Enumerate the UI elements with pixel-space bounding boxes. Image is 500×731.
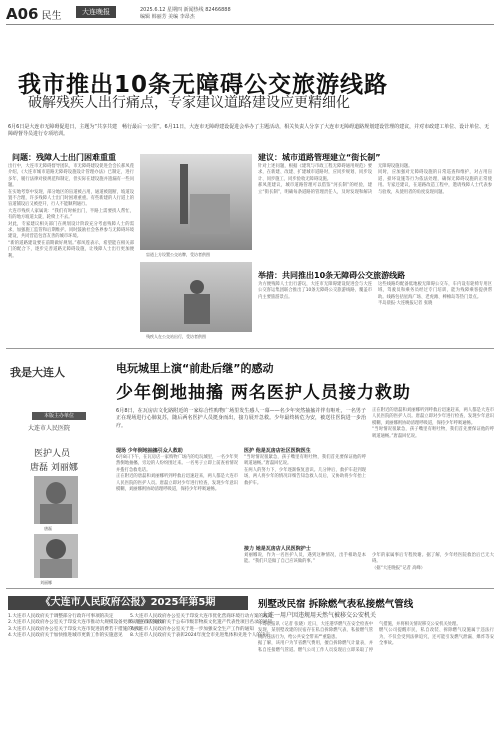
newspaper-logo: 大连晚报 <box>76 6 116 18</box>
paragraph: 为方便残障人士出行游玩，大连市无障碍建设促进会与大连公交客运集团联合推出了10条无障碍公交旅游线路，覆盖市内主要旅游景点。 <box>258 282 372 300</box>
list-item: 5.大连市人民政府办公室关于印发大连市优化营商环境行动方案的通知 <box>130 614 273 619</box>
paragraph: 郝凤莲建议，城市道路管理可以借鉴“河长制”的经验，建立“街长制”，明确每条道路的管理责任人，及时发现和解决无障碍设施问题。 <box>258 164 413 195</box>
section-divider <box>6 348 494 349</box>
paragraph: 少年的家属事后专程致谢。据了解，少年经医院救治后已无大碍。 <box>372 553 494 565</box>
paragraph: 6月8日下午，在瓦房店一家购物广场内的电玩城里，一名少年突然倒地抽搐，旁边的人纷纷围过来。一名男子立即上前查看情况并拨打急救电话。 <box>116 455 238 473</box>
bottom-story-title: 别墅改民宿 拆除燃气表私接燃气管线 <box>258 599 414 610</box>
paragraph: 出行中，大连市无障碍督导团队，市无障碍建设促进会会长郝凤莲介绍，《大连市城市道路无障碍设施设计管理办法》已制定，进行多年，履行法律对接规范和制定，但实际在建设施并遗漏有一些问题。 <box>8 164 134 189</box>
org-name: 大连市人民医院 <box>28 425 71 432</box>
right-column-text-2 <box>258 282 492 344</box>
right-column-text-1 <box>258 164 492 268</box>
person-names: 唐磊 刘丽娜 <box>30 463 78 473</box>
feature-title: 少年倒地抽搐 两名医护人员接力救助 <box>116 383 411 403</box>
column-logo: 我是大连人 <box>10 366 65 379</box>
photo-caption: 盲道上方设置公交站牌，受访者供图 <box>146 252 210 257</box>
section-divider <box>6 588 494 589</box>
list-item: 1.大连市人民政府关于调整部分行政许可事项的决定 <box>8 614 114 619</box>
paragraph: 正在附近的唐磊和刘丽娜听到呼救后迅速赶来，两人都是大连市人民医院的医护人员。唐磊立即对少年进行检查，发现少年意识模糊，刘丽娜则协助清理呼吸道，保持少年呼吸通畅。 <box>372 408 494 426</box>
street-photo <box>140 154 252 250</box>
feature-text-continued <box>372 408 494 544</box>
list-item: 2.大连市人民政府办公室关于印发大连市推动大规模设备更新实施方案的通知 <box>8 620 164 626</box>
feature-text-1 <box>116 455 238 583</box>
right-section-title-2: 举措：共同推出10条无障碍公交旅游线路 <box>258 271 406 280</box>
paragraph: 刘丽娜说，作为一名医护人员，遇到这种情况，出手相助是本能。“我们只是做了自己应该做的事。” <box>244 553 366 565</box>
list-item: 6.大连市人民政府关于公布市级非物质文化遗产代表性项目名录的通知 <box>130 620 273 626</box>
page-number-text: A06 <box>6 5 39 23</box>
section-name: 民生 <box>41 11 62 22</box>
paragraph: 据了解，该用户为节省燃气费用，擅自拆除燃气计量表，并私自连接燃气管道。燃气公司工作人员发现后立即采取了停气措施，并将相关情况移交公安机关处理。 <box>258 622 461 653</box>
left-section-title: 问题：残障人士出门困难重重 <box>12 153 116 162</box>
list-item: 8.大连市人民政府关于表彰2024年度全市先进集体和先进个人的决定 <box>130 633 271 639</box>
photo-caption: 残疾人在公交站出行，受访者供图 <box>146 334 206 339</box>
header-divider <box>6 24 494 25</box>
list-item: 4.大连市人民政府关于加快推进城市更新工作的实施意见 <box>8 633 123 639</box>
portrait-photo <box>34 534 78 578</box>
paragraph: 半岛晨报讯（记者 张晓）近日，大连港华燃气在安全检查中发现，某别墅改建的民宿存在私自拆除燃气表、私接燃气管线的违法行为，给公共安全带来严重隐患。 <box>258 622 373 640</box>
paragraph: 同时，应加强对无障碍设施的日常巡查和维护，对占用盲道、损坏设施等行为依法处理，确保无障碍设施的正常使用。专家还建议，在道路改造工程中，邀请残障人士代表参与验收，从使用者的角度发现问题。 <box>378 170 492 195</box>
sub-headline: 破解残疾人出行痛点，专家建议道路建设应更精细化 <box>28 95 350 111</box>
date-line: 2025.6.12 星期四 新闻热线 82466888 <box>140 7 231 13</box>
paragraph: 对此，专家建议相关部门在规划设计阶段充分考虑残障人士的需求，加强施工监管和后期维护。同时鼓励社会各界参与无障碍环境建设，共同营造包容友善的城市环境。 <box>8 221 134 240</box>
paragraph: “当时情况很紧急，孩子嘴里有呕吐物，我们首先要保证他的呼吸道通畅。”唐磊回忆说。 <box>244 455 366 467</box>
gazette-list-left <box>8 614 164 726</box>
feature-subhead: 现场 少年倒地抽搐引众人救助 <box>116 448 183 454</box>
left-column-text <box>8 164 134 344</box>
feature-kicker: 电玩城里上演“前赴后继”的感动 <box>116 362 274 375</box>
paragraph: 半岛晨报·大连晚报记者 张晓 <box>378 301 433 307</box>
paragraph: 这些线路均配备低地板无障碍公交车，车内设有轮椅专用区域，驾驶员和乘务员经过专门培训，能为残障乘客提供帮助。线路包括星海广场、老虎滩、棒棰岛等热门景点。 <box>378 282 492 300</box>
editor-line: 编辑 韩丽芳 美编 李昂杰 <box>140 14 195 20</box>
bottom-story-subtitle: 大连一用户因违规用天然气被移交公安机关 <box>262 612 377 619</box>
feature-lead: 6月8日，在瓦房店文化路附近的一家综合性购物广场里发生感人一幕——名少年突然抽搐并伴有呕吐，一名男子正在现场进行心肺复苏，随后两名医护人员挺身而出，接力展开急救。少年最终转危为安，被送往医院进一步治疗。 <box>116 408 366 429</box>
paragraph: “新的道路建设要在前期做好规划。”郝凤莲表示，希望能在相关部门的配合下，逐步完善道路无障碍设施，让残障人士出行更加便利。 <box>8 240 134 259</box>
feature-subhead: 接力 她是瓦房店人民医院护士 <box>244 546 311 552</box>
paragraph: 正在附近的唐磊和刘丽娜听到呼救后迅速赶来，两人都是大连市人民医院的医护人员。唐磊立即对少年进行检查，发现少年意识模糊，刘丽娜则协助清理呼吸道，保持少年呼吸通畅。 <box>116 474 238 493</box>
feature-text-2 <box>244 455 366 543</box>
person-label: 医护人员 <box>34 449 71 459</box>
list-item: 7.大连市人民政府办公室关于进一步加强安全生产工作的通知 <box>130 626 254 632</box>
page-number <box>6 5 61 23</box>
paragraph: 在实地考察中发现，部分地区的盲道被占用，通道被阻断，坡道设置不合理，许多残障人士出门时困难重重。有些新建的人行道上的盲道铺设后又被挖开，行人不能顺利通行。 <box>8 189 134 208</box>
lead-paragraph: 6月6日是大连市无障碍促进日，主题为“共享共建 畅行最后一公里”。6月11日，大连市无障碍建设促进会举办了主题活动，相关负责人分享了大连市无障碍道路规划建设管理的建议，并对市政建工单位、设计单位、无障碍督导员进行专项培训。 <box>8 124 490 137</box>
feature-subhead: 医护 他是瓦房店社区医院医生 <box>244 448 311 454</box>
feature-text-3 <box>244 553 494 583</box>
right-section-title-1: 建议：城市道路管理建立“街长制” <box>258 153 381 162</box>
paragraph: “当时情况很紧急，孩子嘴里有呕吐物，我们首先要保证他的呼吸道通畅。”唐磊回忆说。 <box>372 427 494 439</box>
gazette-box-title: 《大连市人民政府公报》2025年第5期 <box>8 596 248 610</box>
paragraph: （据“大连晚报”记者 高峰） <box>372 565 426 571</box>
wheelchair-photo <box>140 262 252 332</box>
paragraph: 大连市残疾人家属说：“我们有时候出门，半路上需要找人帮忙，有的地方坡道太陡，轮椅上不去。” <box>8 208 134 221</box>
bottom-story-text <box>258 622 494 726</box>
gazette-list-right <box>130 614 273 726</box>
portrait-photo <box>34 476 78 524</box>
main-headline: 我市推出10条无障碍公交旅游线路 <box>18 72 389 98</box>
portrait-caption: 刘丽娜 <box>40 580 52 585</box>
list-item: 3.大连市人民政府办公室关于印发大连市促进消费若干措施的通知 <box>8 626 142 632</box>
org-label: 本版主办单位 <box>32 412 86 420</box>
portrait-caption: 唐磊 <box>44 526 52 531</box>
paragraph: 燃气公司提醒市民，私自改装、拆除燃气设施属于违法行为，不仅会受到法律追究，还可能引发燃气泄漏、爆炸等安全事故。 <box>379 628 494 647</box>
paragraph: 在两人的努力下，少年逐渐恢复意识。几分钟后，救护车赶到现场，两人将少年的情况详细告知急救人员后，又协助将少年抬上救护车。 <box>244 467 366 486</box>
paragraph: 针对上述问题，根据《建筑与市政工程无障碍通用规范》要求，在新建、改建、扩建城市道路时，应同步规划、同步设计、同步施工、同步验收无障碍设施。 <box>258 164 372 182</box>
